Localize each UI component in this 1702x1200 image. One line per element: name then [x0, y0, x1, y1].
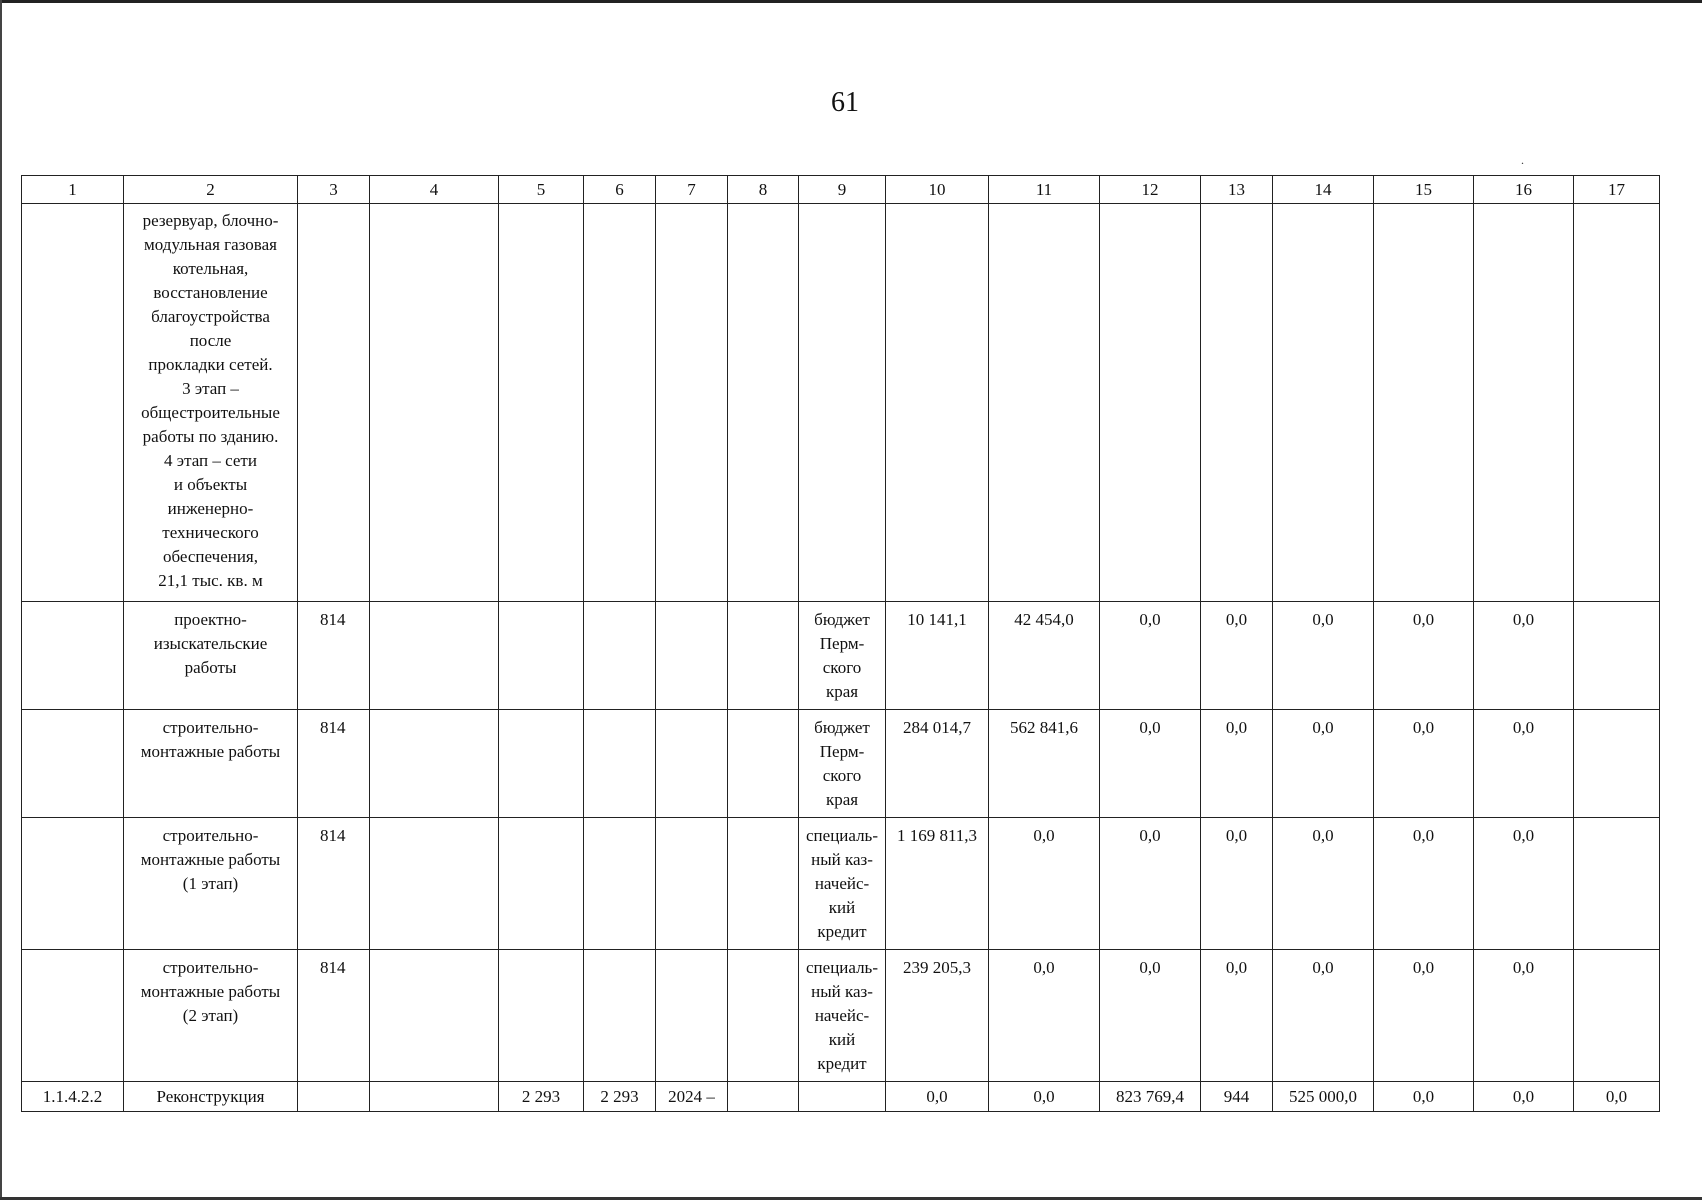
cell-col10: 1 169 811,3 — [886, 818, 989, 950]
column-header: 14 — [1273, 176, 1374, 204]
cell-col10: 239 205,3 — [886, 950, 989, 1082]
column-header: 17 — [1574, 176, 1660, 204]
cell-col10 — [886, 204, 989, 602]
cell-col17: 0,0 — [1574, 1082, 1660, 1112]
cell-col5 — [499, 818, 584, 950]
cell-col15: 0,0 — [1374, 1082, 1474, 1112]
table-row — [22, 710, 1660, 818]
cell-col3 — [298, 204, 370, 602]
cell-description: резервуар, блочно- модульная газовая котельная, восстановление благоустройства после прокладки сетей. 3 этап – общестроительные работы по зданию. 4 этап – сети и объекты инженерно- технического обеспечения, 21,1 тыс. кв. м — [124, 204, 298, 602]
cell-col5 — [499, 602, 584, 710]
cell-col3: 814 — [298, 710, 370, 818]
column-header: 2 — [124, 176, 298, 204]
cell-col11: 42 454,0 — [989, 602, 1100, 710]
cell-col15: 0,0 — [1374, 710, 1474, 818]
cell-code: 1.1.4.2.2 — [22, 1082, 124, 1112]
scan-left-edge — [0, 0, 2, 1200]
cell-col17 — [1574, 204, 1660, 602]
table-row — [22, 950, 1660, 1082]
cell-col7 — [656, 950, 728, 1082]
cell-col5 — [499, 710, 584, 818]
cell-col7 — [656, 818, 728, 950]
cell-col5 — [499, 950, 584, 1082]
column-header: 5 — [499, 176, 584, 204]
cell-col17 — [1574, 710, 1660, 818]
cell-col6 — [584, 710, 656, 818]
cell-col3: 814 — [298, 950, 370, 1082]
cell-description: Реконструкция — [124, 1082, 298, 1112]
cell-col7: 2024 – — [656, 1082, 728, 1112]
table-header-row — [22, 176, 1660, 204]
cell-funding-source: бюджет Перм- ского края — [799, 710, 886, 818]
cell-col16: 0,0 — [1474, 950, 1574, 1082]
budget-table — [21, 175, 1660, 1112]
cell-col12 — [1100, 204, 1201, 602]
cell-description: строительно- монтажные работы (1 этап) — [124, 818, 298, 950]
cell-col5 — [499, 204, 584, 602]
cell-col15: 0,0 — [1374, 950, 1474, 1082]
cell-col16: 0,0 — [1474, 818, 1574, 950]
column-header: 6 — [584, 176, 656, 204]
cell-col16: 0,0 — [1474, 602, 1574, 710]
column-header: 15 — [1374, 176, 1474, 204]
table-row — [22, 1082, 1660, 1112]
cell-col15: 0,0 — [1374, 818, 1474, 950]
cell-col13: 0,0 — [1201, 602, 1273, 710]
cell-col5: 2 293 — [499, 1082, 584, 1112]
cell-col14: 0,0 — [1273, 950, 1374, 1082]
table-row — [22, 204, 1660, 602]
cell-col12: 0,0 — [1100, 950, 1201, 1082]
table-row — [22, 602, 1660, 710]
table-row — [22, 818, 1660, 950]
cell-col4 — [370, 710, 499, 818]
cell-col6: 2 293 — [584, 1082, 656, 1112]
cell-col11: 0,0 — [989, 818, 1100, 950]
cell-description: проектно- изыскательские работы — [124, 602, 298, 710]
cell-col12: 0,0 — [1100, 818, 1201, 950]
column-header: 1 — [22, 176, 124, 204]
column-header: 12 — [1100, 176, 1201, 204]
cell-col3: 814 — [298, 602, 370, 710]
cell-col16 — [1474, 204, 1574, 602]
cell-col11: 562 841,6 — [989, 710, 1100, 818]
column-header: 7 — [656, 176, 728, 204]
cell-col17 — [1574, 950, 1660, 1082]
cell-col15 — [1374, 204, 1474, 602]
column-header: 9 — [799, 176, 886, 204]
cell-col11 — [989, 204, 1100, 602]
cell-col3: 814 — [298, 818, 370, 950]
page-number: 61 — [831, 87, 859, 118]
cell-col4 — [370, 950, 499, 1082]
cell-col17 — [1574, 602, 1660, 710]
cell-col12: 0,0 — [1100, 602, 1201, 710]
cell-col14 — [1273, 204, 1374, 602]
cell-col6 — [584, 950, 656, 1082]
cell-funding-source — [799, 1082, 886, 1112]
column-header: 16 — [1474, 176, 1574, 204]
cell-col4 — [370, 602, 499, 710]
cell-col16: 0,0 — [1474, 1082, 1574, 1112]
cell-description: строительно- монтажные работы (2 этап) — [124, 950, 298, 1082]
cell-col13: 944 — [1201, 1082, 1273, 1112]
cell-col10: 284 014,7 — [886, 710, 989, 818]
cell-funding-source: бюджет Перм- ского края — [799, 602, 886, 710]
cell-col6 — [584, 818, 656, 950]
cell-description: строительно- монтажные работы — [124, 710, 298, 818]
cell-col15: 0,0 — [1374, 602, 1474, 710]
cell-col8 — [728, 818, 799, 950]
cell-col14: 525 000,0 — [1273, 1082, 1374, 1112]
cell-col8 — [728, 950, 799, 1082]
cell-col17 — [1574, 818, 1660, 950]
cell-col6 — [584, 204, 656, 602]
cell-col3 — [298, 1082, 370, 1112]
cell-col4 — [370, 818, 499, 950]
column-header: 8 — [728, 176, 799, 204]
cell-col12: 823 769,4 — [1100, 1082, 1201, 1112]
scan-top-edge — [0, 0, 1702, 3]
cell-col11: 0,0 — [989, 1082, 1100, 1112]
cell-col8 — [728, 710, 799, 818]
cell-col8 — [728, 602, 799, 710]
column-header: 10 — [886, 176, 989, 204]
cell-code — [22, 204, 124, 602]
cell-col12: 0,0 — [1100, 710, 1201, 818]
cell-col10: 10 141,1 — [886, 602, 989, 710]
cell-col14: 0,0 — [1273, 818, 1374, 950]
cell-col6 — [584, 602, 656, 710]
cell-col8 — [728, 204, 799, 602]
cell-col7 — [656, 602, 728, 710]
cell-col8 — [728, 1082, 799, 1112]
corner-mark: . — [1521, 153, 1524, 167]
cell-col11: 0,0 — [989, 950, 1100, 1082]
cell-col7 — [656, 710, 728, 818]
column-header: 4 — [370, 176, 499, 204]
cell-code — [22, 602, 124, 710]
cell-col7 — [656, 204, 728, 602]
cell-funding-source: специаль- ный каз- начейс- кий кредит — [799, 950, 886, 1082]
cell-col13 — [1201, 204, 1273, 602]
cell-funding-source — [799, 204, 886, 602]
column-header: 13 — [1201, 176, 1273, 204]
cell-col13: 0,0 — [1201, 710, 1273, 818]
cell-col13: 0,0 — [1201, 950, 1273, 1082]
column-header: 3 — [298, 176, 370, 204]
budget-table-container — [21, 175, 1660, 1112]
cell-col10: 0,0 — [886, 1082, 989, 1112]
cell-funding-source: специаль- ный каз- начейс- кий кредит — [799, 818, 886, 950]
cell-col4 — [370, 204, 499, 602]
cell-col13: 0,0 — [1201, 818, 1273, 950]
cell-col14: 0,0 — [1273, 602, 1374, 710]
cell-col14: 0,0 — [1273, 710, 1374, 818]
column-header: 11 — [989, 176, 1100, 204]
cell-col16: 0,0 — [1474, 710, 1574, 818]
cell-code — [22, 710, 124, 818]
cell-col4 — [370, 1082, 499, 1112]
cell-code — [22, 950, 124, 1082]
cell-code — [22, 818, 124, 950]
